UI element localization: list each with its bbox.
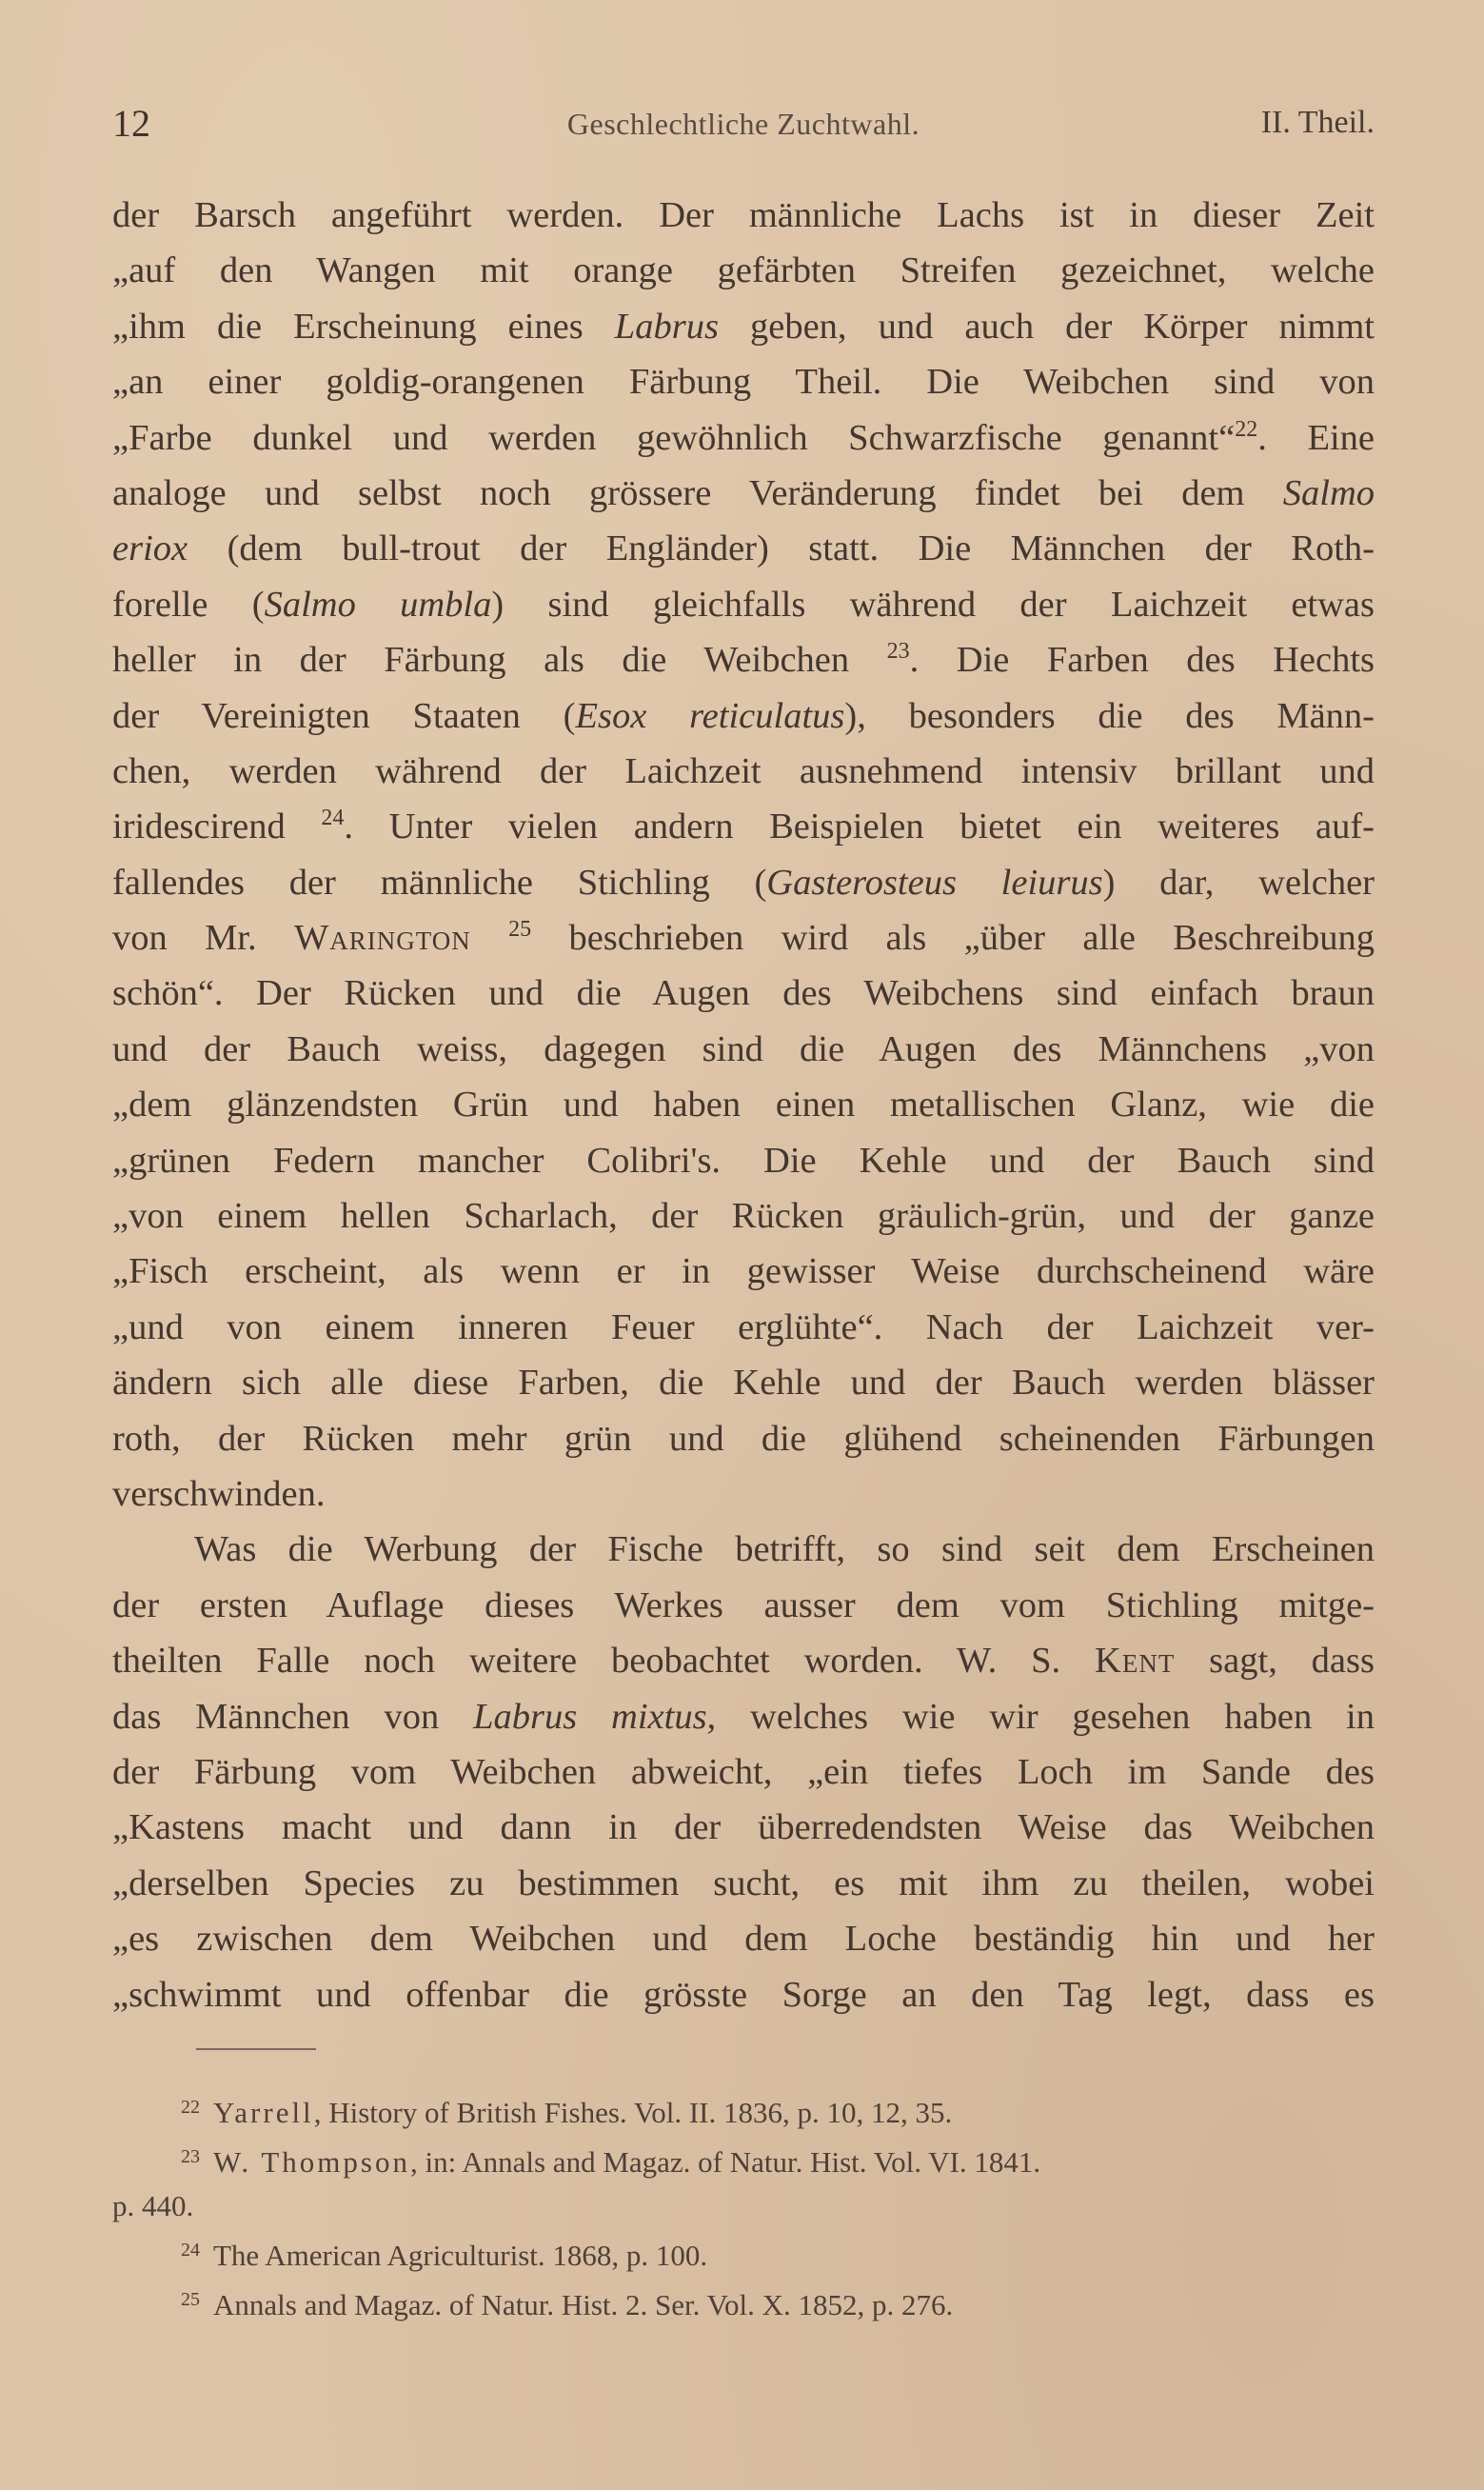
italic-term: Labrus [614,306,719,347]
footnote-author: Yarrell [213,2096,314,2129]
text-line: „auf den Wangen mit orange gefärbten Streifen gezeichnet, welche [112,250,1375,291]
italic-term: eriox [112,528,188,569]
text-line: verschwinden. [112,1473,326,1514]
text-line: der Färbung vom Weibchen abweicht, „ein tiefes Loch im Sande des [112,1751,1375,1792]
body-text [112,188,1375,2022]
footnotes [112,2085,1375,2327]
text-line: der Barsch angeführt werden. Der männliche Lachs ist in dieser Zeit [112,195,1375,235]
italic-term: Salmo umbla [264,584,492,625]
footnote [112,2184,1375,2228]
footnote-ref[interactable]: 23 [886,639,910,665]
footnote-text: Annals and Magaz. of Natur. Hist. 2. Ser. Vol. X. 1852, p. 276. [213,2288,954,2321]
text-line: „und von einem inneren Feuer erglühte“. Nach der Laichzeit ver- [112,1306,1375,1347]
text-line: eriox (dem bull-trout der Engländer) statt. Die Männchen der Roth- [112,528,1375,569]
footnote-ref[interactable]: 22 [1235,416,1258,442]
text-line: analoge und selbst noch grössere Veränderung findet bei dem Salmo [112,472,1375,513]
text-line: „Farbe dunkel und werden gewöhnlich Schwarzfische genannt“$^{22}$. Eine [112,416,1375,458]
text-line: forelle (Salmo umbla) sind gleichfalls während der Laichzeit etwas [112,584,1375,625]
footnote-text: , in: Annals and Magaz. of Natur. Hist. Vol. VI. 1841. [409,2145,1041,2179]
text-line: heller in der Färbung als die Weibchen $^{23}$. Die Farben des Hechts [112,639,1375,681]
text-line: roth, der Rücken mehr grün und die glühend scheinenden Färbungen [112,1418,1375,1459]
footnote-ref[interactable]: 24 [321,806,345,831]
text-line: iridescirend $^{24}$. Unter vielen andern Beispielen bietet ein weiteres auf- [112,806,1375,847]
footnote-text: The American Agriculturist. 1868, p. 100. [213,2239,708,2272]
footnote-number: 25 [181,2289,200,2310]
text-line: chen, werden während der Laichzeit ausnehmend intensiv brillant und [112,750,1375,791]
footnote [112,2278,1375,2327]
footnote-number: 23 [181,2146,200,2167]
footnote [112,2085,1375,2135]
text-line: von Mr. Warington $^{25}$ beschrieben wird als „über alle Beschreibung [112,917,1375,959]
text-line: „ihm die Erscheinung eines Labrus geben, und auch der Körper nimmt [112,306,1375,347]
footnote [112,2135,1375,2184]
text-line: „grünen Federn mancher Colibri's. Die Kehle und der Bauch sind [112,1140,1375,1181]
text-line: der Vereinigten Staaten (Esox reticulatus), besonders die des Männ- [112,695,1375,736]
text-line: das Männchen von Labrus mixtus, welches wie wir gesehen haben in [112,1696,1375,1737]
part-label: II. Theil. [1260,105,1375,140]
text-line: „es zwischen dem Weibchen und dem Loche beständig hin und her [112,1919,1375,1960]
footnote-author: W. Thompson [213,2145,410,2179]
footnote-text: p. 440. [112,2189,194,2222]
author-name: Kent [1095,1641,1176,1682]
text-line: „derselben Species zu bestimmen sucht, es mit ihm zu theilen, wobei [112,1863,1375,1903]
text-line: der ersten Auflage dieses Werkes ausser dem vom Stichling mitge- [112,1584,1375,1625]
text-line: theilten Falle noch weitere beobachtet worden. W. S. Kent sagt, dass [112,1641,1375,1682]
text-line: „Fisch erscheint, als wenn er in gewisser Weise durchscheinend wäre [112,1251,1375,1292]
footnote-text: , History of British Fishes. Vol. II. 1836, p. 10, 12, 35. [313,2096,953,2129]
italic-term: Gasterosteus leiurus [766,862,1103,903]
text-line: „Kastens macht und dann in der überredendsten Weise das Weibchen [112,1807,1375,1848]
author-name: Warington [293,918,471,959]
page-header [112,101,1375,158]
text-line: Was die Werbung der Fische betrifft, so sind seit dem Erscheinen [194,1529,1375,1570]
text-line: „dem glänzendsten Grün und haben einen metallischen Glanz, wie die [112,1085,1375,1125]
text-line: „schwimmt und offenbar die grösste Sorge an den Tag legt, dass es [112,1974,1375,2015]
text-line: fallendes der männliche Stichling (Gasterosteus leiurus) dar, welcher [112,862,1375,903]
footnote-number: 22 [181,2097,200,2118]
footnote-number: 24 [181,2240,200,2261]
italic-term: Esox reticulatus [575,695,845,736]
text-line: „von einem hellen Scharlach, der Rücken gräulich-grün, und der ganze [112,1196,1375,1237]
text-line: „an einer goldig-orangenen Färbung Theil. Die Weibchen sind von [112,362,1375,403]
page-number: 12 [112,102,150,145]
text-line: und der Bauch weiss, dagegen sind die Augen des Männchens „von [112,1028,1375,1069]
italic-term: Labrus mixtus, [473,1696,717,1737]
text-line: ändern sich alle diese Farben, die Kehle und der Bauch werden blässer [112,1363,1375,1404]
footnote-divider [196,2048,316,2050]
italic-term: Salmo [1282,472,1375,513]
footnote-ref[interactable]: 25 [508,917,532,943]
running-title: Geschlechtliche Zuchtwahl. [566,107,920,141]
footnote [112,2228,1375,2278]
text-line: schön“. Der Rücken und die Augen des Weibchens sind einfach braun [112,973,1375,1014]
